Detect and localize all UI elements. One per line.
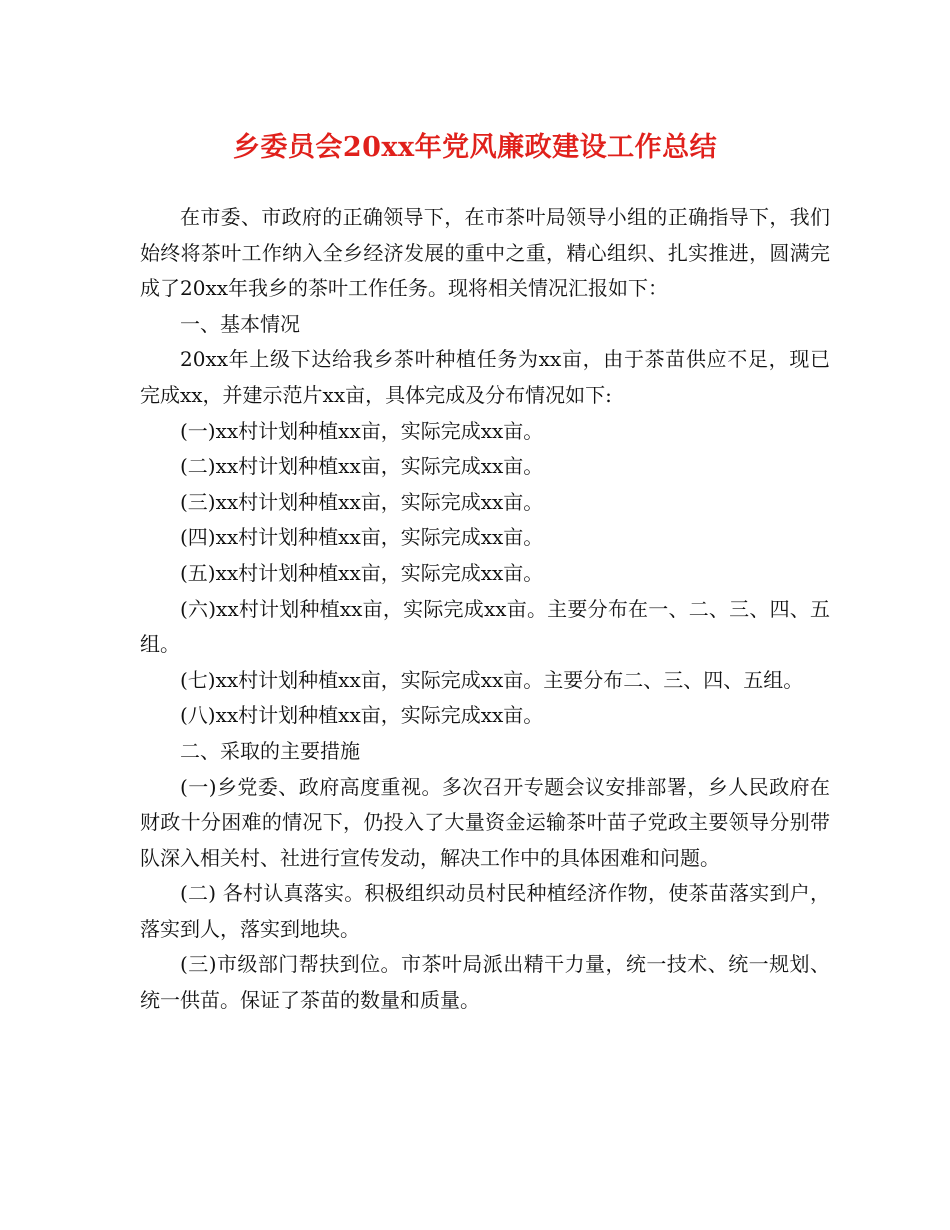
- section-heading: 一、基本情况: [180, 311, 300, 336]
- document-title: 乡委员会20xx年党风廉政建设工作总结: [232, 132, 718, 163]
- list-item: (一)乡党委、政府高度重视。多次召开专题会议安排部署，乡人民政府在财政十分困难的情况下，仍投入了大量资金运输茶叶苗子党政主要领导分别带队深入相关村、社进行宣传发动，解决工作中的具体困难和问题。: [140, 774, 830, 870]
- list-item: (四)xx村计划种植xx亩，实际完成xx亩。: [180, 525, 544, 550]
- list-item: (三)市级部门帮扶到位。市茶叶局派出精干力量，统一技术、统一规划、统一供苗。保证了茶苗的数量和质量。: [140, 952, 830, 1013]
- list-item: (六)xx村计划种植xx亩，实际完成xx亩。主要分布在一、二、三、四、五组。: [140, 596, 830, 657]
- paragraph: 20xx年上级下达给我乡茶叶种植任务为xx亩，由于茶苗供应不足，现已完成xx，并建示范片xx亩，具体完成及分布情况如下:: [140, 347, 830, 407]
- list-item: (二)xx村计划种植xx亩，实际完成xx亩。: [180, 454, 544, 479]
- list-item: (二) 各村认真落实。积极组织动员村民种植经济作物，使茶苗落实到户，落实到人，落实到地块。: [140, 881, 830, 941]
- list-item: (五)xx村计划种植xx亩，实际完成xx亩。: [180, 560, 544, 585]
- list-item: (八)xx村计划种植xx亩，实际完成xx亩。: [180, 703, 544, 728]
- document-body: [140, 200, 830, 1019]
- section-heading: 二、采取的主要措施: [180, 738, 360, 763]
- list-item: (三)xx村计划种植xx亩，实际完成xx亩。: [180, 489, 544, 514]
- list-item: (一)xx村计划种植xx亩，实际完成xx亩。: [180, 418, 544, 443]
- list-item: (七)xx村计划种植xx亩，实际完成xx亩。主要分布二、三、四、五组。: [180, 667, 804, 692]
- paragraph: 在市委、市政府的正确领导下，在市茶叶局领导小组的正确指导下，我们始终将茶叶工作纳入全乡经济发展的重中之重，精心组织、扎实推进，圆满完成了20xx年我乡的茶叶工作任务。现将相关情况汇报如下：: [140, 205, 830, 301]
